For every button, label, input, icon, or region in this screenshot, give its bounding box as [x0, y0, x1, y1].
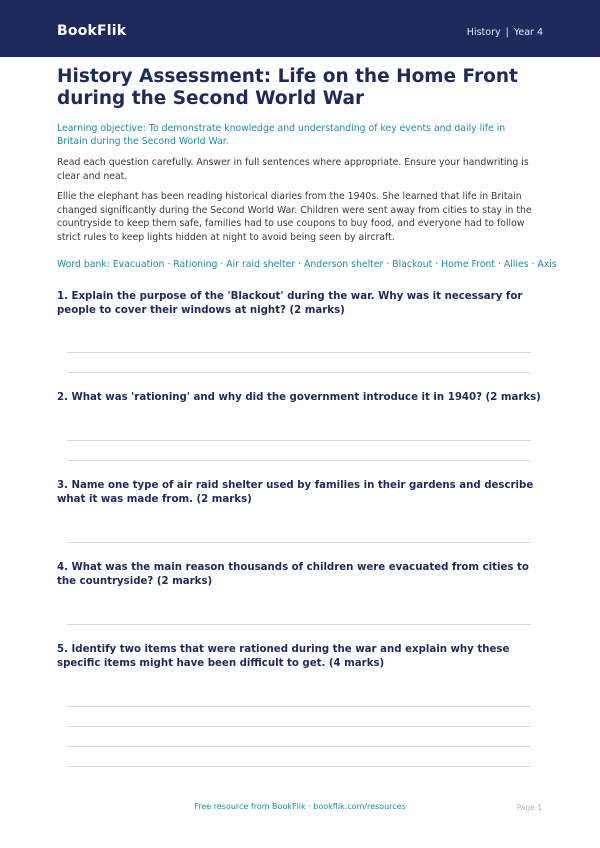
- answer-line[interactable]: [67, 746, 531, 747]
- question-2: 2. What was 'rationing' and why did the government introduce it in 1940? (2 marks): [57, 392, 541, 403]
- page-number: Page 1: [516, 803, 542, 812]
- answer-line[interactable]: [67, 766, 531, 767]
- answer-line[interactable]: [67, 352, 531, 353]
- subject-label: History: [466, 27, 501, 38]
- learning-objective: Learning objective: To demonstrate knowledge and understanding of key events and daily life in Britain during the Second World War.: [57, 123, 506, 147]
- page-header: [0, 0, 600, 57]
- subject-year-label: [467, 27, 543, 38]
- question-5: 5. Identify two items that were rationed during the war and explain why these specific items might have been difficult to get. (4 marks): [57, 644, 510, 669]
- answer-line[interactable]: [67, 624, 531, 625]
- separator: |: [505, 27, 509, 38]
- answer-line[interactable]: [67, 440, 531, 441]
- answer-line[interactable]: [67, 460, 531, 461]
- year-label: Year 4: [513, 27, 543, 38]
- answer-line[interactable]: [67, 372, 531, 373]
- context-paragraph: Ellie the elephant has been reading historical diaries from the 1940s. She learned that life in Britain changed significantly during the Second World War. Children were sent away from cities to stay in the countryside to keep them safe, families had to use coupons to buy food, and everyone had to follow strict rules to keep lights hidden at night to avoid being seen by aircraft.: [57, 191, 532, 243]
- instructions: Read each question carefully. Answer in full sentences where appropriate. Ensure your handwriting is clear and neat.: [57, 157, 529, 182]
- answer-line[interactable]: [67, 726, 531, 727]
- answer-line[interactable]: [67, 542, 531, 543]
- answer-line[interactable]: [67, 706, 531, 707]
- footer-resource-link[interactable]: Free resource from BookFlik · bookflik.com/resources: [194, 802, 406, 811]
- word-bank: Word bank: Evacuation · Rationing · Air raid shelter · Anderson shelter · Blackout · Home Front · Allies · Axis: [57, 259, 557, 270]
- question-3: 3. Name one type of air raid shelter used by families in their gardens and describe what it was made from. (2 marks): [57, 480, 534, 505]
- brand-logo: BookFlik: [57, 23, 127, 39]
- question-4: 4. What was the main reason thousands of children were evacuated from cities to the countryside? (2 marks): [57, 562, 529, 587]
- page-title: History Assessment: Life on the Home Front during the Second World War: [57, 66, 518, 109]
- question-1: 1. Explain the purpose of the 'Blackout' during the war. Why was it necessary for people to cover their windows at night? (2 marks): [57, 291, 523, 316]
